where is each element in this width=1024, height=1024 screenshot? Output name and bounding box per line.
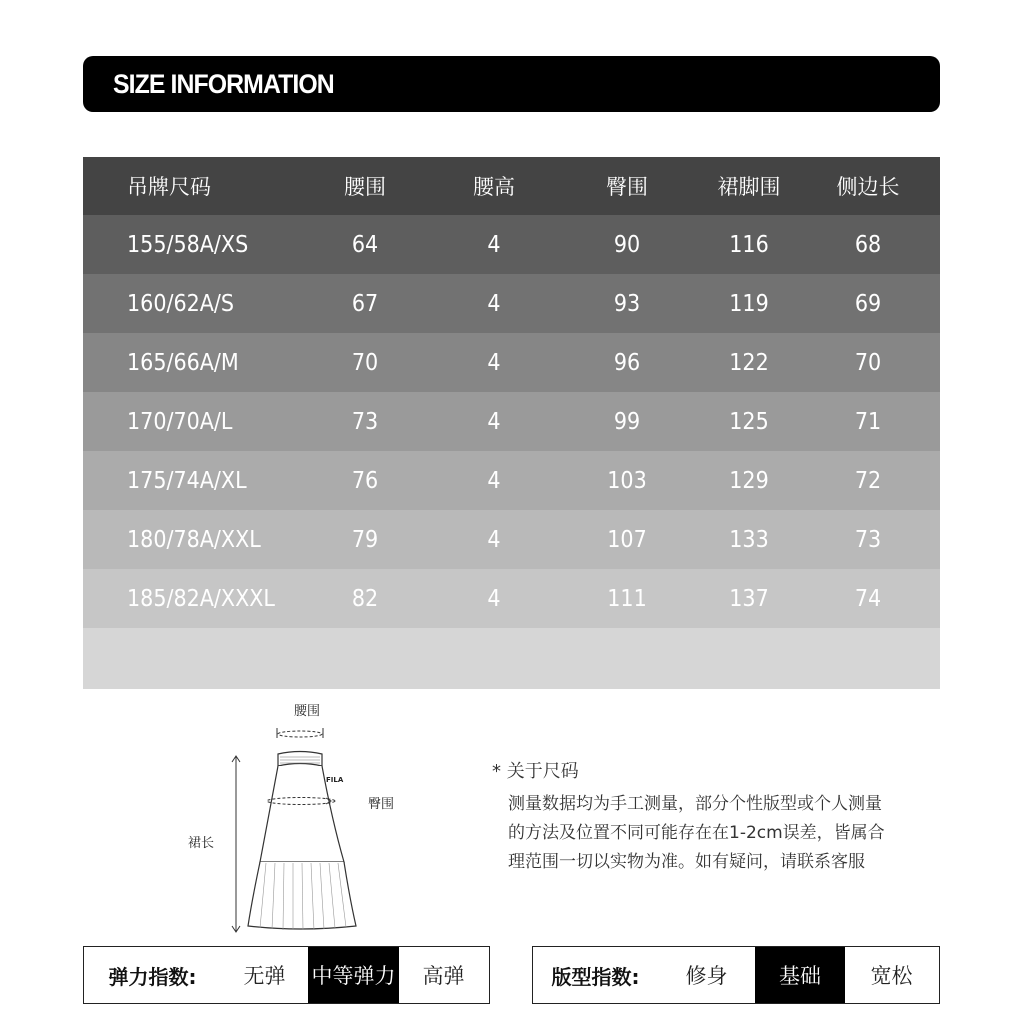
cell-waist: 64 bbox=[351, 231, 379, 258]
fit-index bbox=[532, 946, 940, 1004]
cell-size: 160/62A/S bbox=[127, 290, 235, 317]
table-row bbox=[83, 569, 940, 628]
cell-side-length: 73 bbox=[854, 526, 882, 553]
table-row bbox=[83, 274, 940, 333]
cell-hem: 137 bbox=[729, 585, 769, 612]
cell-side-length: 69 bbox=[854, 290, 882, 317]
elasticity-option-medium: 中等弹力 bbox=[308, 947, 399, 1003]
cell-side-length: 68 bbox=[854, 231, 882, 258]
cell-side-length: 74 bbox=[854, 585, 882, 612]
size-note-body bbox=[508, 790, 928, 877]
size-table bbox=[83, 157, 940, 689]
cell-hem: 119 bbox=[729, 290, 769, 317]
header-hip: 臀围 bbox=[606, 175, 648, 199]
header-hem: 裙脚围 bbox=[717, 175, 781, 199]
cell-hip: 96 bbox=[613, 349, 641, 376]
skirt-illustration bbox=[180, 700, 420, 940]
fit-label: 版型指数: bbox=[551, 964, 640, 989]
size-note-line: 测量数据均为手工测量，部分个性版型或个人测量 bbox=[508, 794, 882, 814]
cell-waist-height: 4 bbox=[487, 408, 501, 435]
table-header-row bbox=[83, 157, 940, 215]
cell-hem: 122 bbox=[729, 349, 769, 376]
elasticity-option-none: 无弹 bbox=[243, 964, 286, 988]
fila-logo: FILA bbox=[326, 776, 344, 784]
table-row bbox=[83, 333, 940, 392]
waist-label: 腰围 bbox=[294, 704, 321, 719]
header-tag-size: 吊牌尺码 bbox=[127, 175, 211, 199]
cell-waist: 82 bbox=[351, 585, 379, 612]
page-title: SIZE INFORMATION bbox=[113, 69, 334, 99]
elasticity-label: 弹力指数: bbox=[108, 964, 197, 989]
cell-hip: 90 bbox=[613, 231, 641, 258]
cell-hip: 103 bbox=[607, 467, 647, 494]
cell-waist-height: 4 bbox=[487, 290, 501, 317]
cell-waist: 70 bbox=[351, 349, 379, 376]
table-body bbox=[83, 215, 940, 628]
cell-hip: 107 bbox=[607, 526, 647, 553]
size-note-line: 理范围一切以实物为准。如有疑问，请联系客服 bbox=[508, 852, 865, 872]
cell-side-length: 71 bbox=[854, 408, 882, 435]
skirt-diagram bbox=[180, 700, 420, 940]
cell-waist-height: 4 bbox=[487, 526, 501, 553]
elasticity-option-high: 高弹 bbox=[422, 964, 465, 988]
cell-waist-height: 4 bbox=[487, 585, 501, 612]
cell-waist: 79 bbox=[351, 526, 379, 553]
elasticity-index bbox=[83, 946, 490, 1004]
cell-size: 165/66A/M bbox=[127, 349, 239, 376]
cell-side-length: 72 bbox=[854, 467, 882, 494]
table-row bbox=[83, 392, 940, 451]
cell-hem: 125 bbox=[729, 408, 769, 435]
cell-size: 155/58A/XS bbox=[127, 231, 249, 258]
size-note-title: * 关于尺码 bbox=[492, 761, 579, 782]
cell-side-length: 70 bbox=[854, 349, 882, 376]
table-row bbox=[83, 215, 940, 274]
title-bar bbox=[83, 56, 940, 112]
hip-label: 臀围 bbox=[368, 797, 395, 812]
fit-option-regular: 基础 bbox=[755, 947, 845, 1003]
cell-hem: 133 bbox=[729, 526, 769, 553]
cell-size: 185/82A/XXXL bbox=[127, 585, 275, 612]
table-row bbox=[83, 510, 940, 569]
header-side-length: 侧边长 bbox=[836, 175, 900, 199]
length-label: 裙长 bbox=[188, 836, 215, 851]
cell-waist-height: 4 bbox=[487, 467, 501, 494]
cell-hip: 99 bbox=[613, 408, 641, 435]
cell-hip: 111 bbox=[607, 585, 647, 612]
cell-size: 175/74A/XL bbox=[127, 467, 247, 494]
fit-option-loose: 宽松 bbox=[870, 964, 913, 988]
table-footer-filler bbox=[83, 628, 940, 689]
table-row bbox=[83, 451, 940, 510]
fit-option-slim: 修身 bbox=[685, 964, 728, 988]
cell-waist-height: 4 bbox=[487, 231, 501, 258]
cell-waist: 67 bbox=[351, 290, 379, 317]
cell-size: 170/70A/L bbox=[127, 408, 233, 435]
header-waist: 腰围 bbox=[344, 175, 386, 199]
size-note-line: 的方法及位置不同可能存在在1-2cm误差，皆属合 bbox=[508, 823, 885, 843]
cell-waist: 76 bbox=[351, 467, 379, 494]
cell-waist: 73 bbox=[351, 408, 379, 435]
cell-hem: 116 bbox=[729, 231, 769, 258]
cell-hem: 129 bbox=[729, 467, 769, 494]
cell-hip: 93 bbox=[613, 290, 641, 317]
cell-waist-height: 4 bbox=[487, 349, 501, 376]
header-waist-height: 腰高 bbox=[473, 175, 515, 199]
cell-size: 180/78A/XXL bbox=[127, 526, 261, 553]
